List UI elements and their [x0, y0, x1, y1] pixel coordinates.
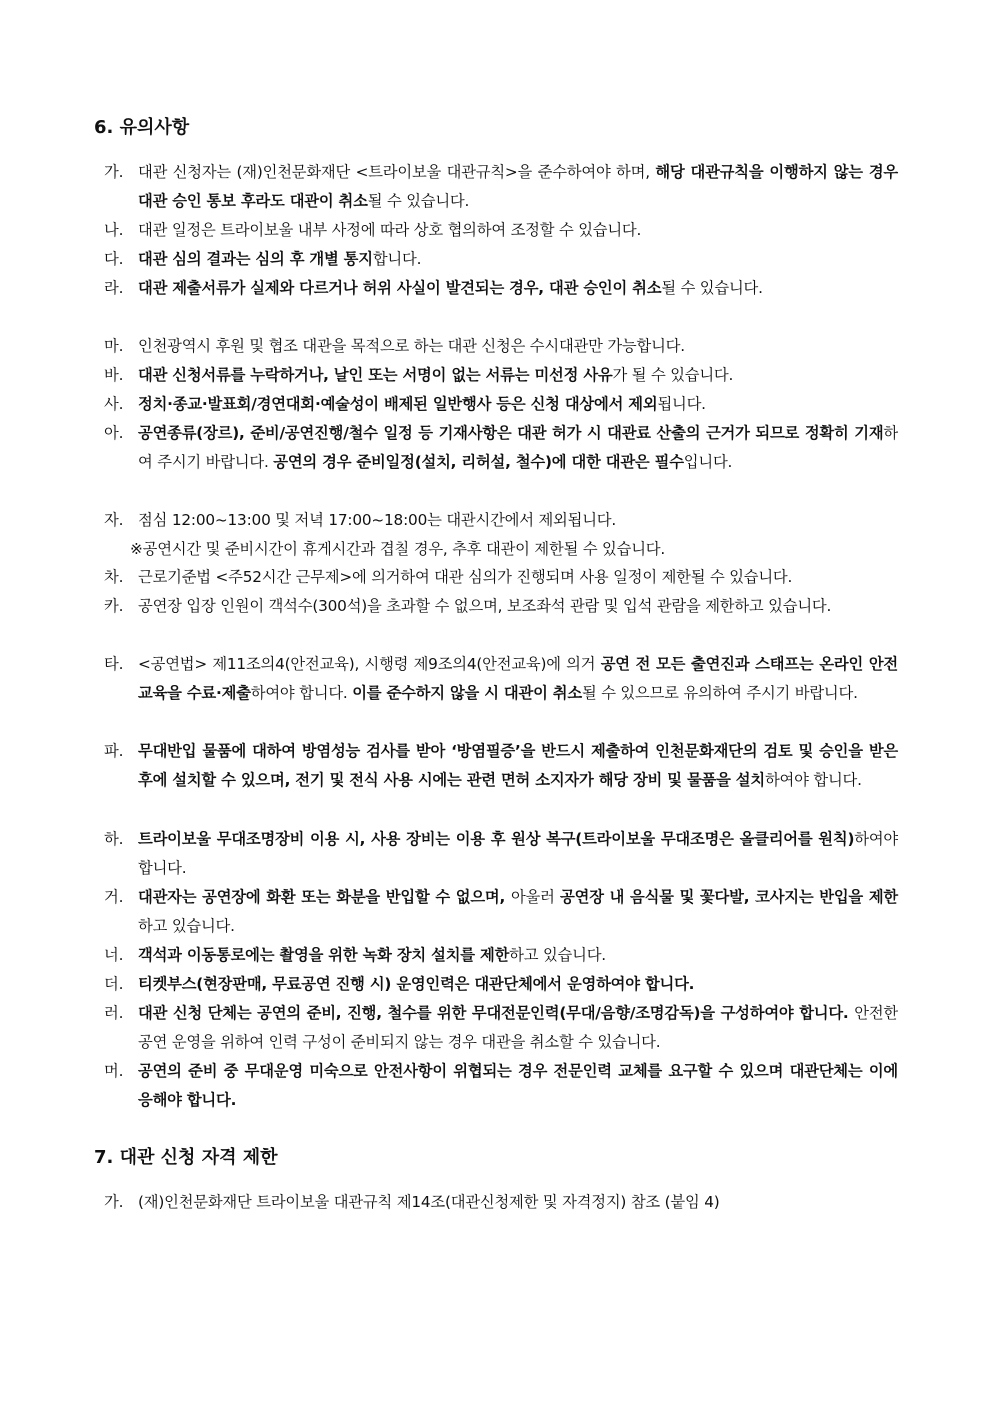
item-text: [138, 592, 898, 621]
text-segment: 아울러: [510, 888, 561, 906]
item-marker: 타.: [104, 655, 124, 673]
list-item: [104, 419, 898, 477]
item-marker: 바.: [104, 366, 124, 384]
bold-text-segment: 무대반입 물품에 대하여 방염성능 검사를 받아 ‘방염필증’을 반드시 제출하여 인천문화재단의 검토 및 승인을 받은 후에 설치할 수 있으며, 전기 및 전식 사용 시에는 관련 면허 소지자가 해당 장비 및 물품을 설치: [138, 742, 898, 790]
bold-text-segment: 객석과 이동통로에는 촬영을 위한 녹화 장치 설치를 제한: [138, 946, 510, 964]
list-item: [104, 274, 898, 303]
text-segment: 하여야 합니다.: [764, 771, 862, 790]
bold-text-segment: 티켓부스(현장판매, 무료공연 진행 시) 운영인력은 대관단체에서 운영하여야 합니다.: [138, 975, 695, 993]
bold-text-segment: 정치·종교·발표회/경연대회·예술성이 배제된 일반행사 등은 신청 대상에서 제외: [138, 395, 658, 413]
list-item: [104, 592, 898, 621]
text-segment: 입니다.: [683, 453, 733, 472]
item-text: [138, 999, 898, 1057]
list-item: [104, 825, 898, 883]
item-marker: 거.: [104, 888, 124, 906]
item-text: [138, 245, 898, 274]
item-marker: 카.: [104, 597, 124, 615]
list-item: [104, 737, 898, 795]
text-segment: 인천광역시 후원 및 협조 대관을 목적으로 하는 대관 신청은 수시대관만 가능합니다.: [138, 337, 685, 355]
bold-text-segment: 공연의 준비 중 무대운영 미숙으로 안전사항이 위협되는 경우 전문인력 교체를 요구할 수 있으며 대관단체는 이에 응해야 합니다.: [138, 1062, 898, 1110]
item-marker: 너.: [104, 946, 124, 964]
item-note: ※공연시간 및 준비시간이 휴게시간과 겹칠 경우, 추후 대관이 제한될 수 있습니다.: [130, 540, 666, 558]
item-marker: 러.: [104, 1004, 124, 1022]
item-text: [138, 332, 898, 361]
item-marker: 아.: [104, 424, 124, 442]
item-marker: 가.: [104, 1193, 124, 1211]
bold-text-segment: 공연종류(장르), 준비/공연진행/철수 일정 등 기재사항은 대관 허가 시 대관료 산출의 근거가 되므로 정확히 기재: [138, 424, 884, 442]
list-item: [104, 650, 898, 708]
list-item: [104, 216, 898, 245]
text-segment: 근로기준법 <주52시간 근무제>에 의거하여 대관 심의가 진행되며 사용 일정이 제한될 수 있습니다.: [138, 568, 793, 586]
item-marker: 머.: [104, 1062, 124, 1080]
text-segment: 하여야 합니다.: [250, 684, 353, 703]
item-marker: 더.: [104, 975, 124, 993]
item-marker: 하.: [104, 830, 124, 848]
bold-text-segment: 공연장 내 음식물 및 꽃다발, 코사지는 반입을 제한: [560, 888, 898, 906]
text-segment: 안전한 공연 운영을 위하여 인력 구성이 준비되지 않는 경우 대관을 취소할 수 있습니다.: [138, 1004, 898, 1052]
text-segment: 대관 일정은 트라이보울 내부 사정에 따라 상호 협의하여 조정할 수 있습니다.: [138, 221, 642, 239]
item-text: [138, 1188, 898, 1217]
bold-text-segment: 대관 제출서류가 실제와 다르거나 허위 사실이 발견되는 경우, 대관 승인이 취소: [138, 279, 662, 297]
item-marker: 마.: [104, 337, 124, 355]
text-segment: 될 수 있으므로 유의하여 주시기 바랍니다.: [581, 684, 858, 703]
item-text: [138, 883, 898, 941]
text-segment: <공연법> 제11조의4(안전교육), 시행령 제9조의4(안전교육)에 의거: [138, 655, 601, 673]
text-segment: 하여야 합니다.: [138, 830, 898, 878]
list-item: [104, 245, 898, 274]
text-segment: 하고 있습니다.: [138, 917, 235, 936]
item-marker: 파.: [104, 742, 124, 760]
item-text: [138, 941, 898, 970]
bold-text-segment: 트라이보울 무대조명장비 이용 시, 사용 장비는 이용 후 원상 복구(트라이보울 무대조명은 올클리어를 원칙): [138, 830, 855, 848]
text-segment: 될 수 있습니다.: [661, 279, 763, 297]
item-text: [138, 390, 898, 419]
item-marker: 라.: [104, 279, 124, 297]
bold-text-segment: 공연의 경우 준비일정(설치, 리허설, 철수)에 대한 대관은 필수: [273, 453, 684, 472]
list-item: [104, 999, 898, 1057]
text-segment: 하여 주시기 바랍니다.: [138, 424, 898, 472]
item-text: [138, 1057, 898, 1115]
item-text: [138, 506, 898, 535]
text-segment: 하고 있습니다.: [509, 946, 606, 964]
item-marker: 나.: [104, 221, 124, 239]
text-segment: 합니다.: [372, 250, 422, 268]
text-segment: 점심 12:00~13:00 및 저녁 17:00~18:00는 대관시간에서 제외됩니다.: [138, 511, 617, 529]
item-text: [138, 419, 898, 477]
text-segment: 대관 신청자는 (재)인천문화재단 <트라이보울 대관규칙>을 준수하여야 하며,: [138, 163, 656, 181]
item-text: [138, 825, 898, 883]
bold-text-segment: 대관 심의 결과는 심의 후 개별 통지: [138, 250, 373, 268]
item-marker: 자.: [104, 511, 124, 529]
list-item: [104, 361, 898, 390]
item-marker: 사.: [104, 395, 124, 413]
bold-text-segment: 대관 신청 단체는 공연의 준비, 진행, 철수를 위한 무대전문인력(무대/음향/조명감독)을 구성하여야 합니다.: [138, 1004, 855, 1022]
item-text: [138, 737, 898, 795]
item-text: [138, 563, 898, 592]
list-item: [104, 970, 898, 999]
section-title: 6. 유의사항: [94, 117, 190, 138]
bold-text-segment: 공연 전 모든 출연진과 스태프는 온라인 안전교육을 수료·제출: [138, 655, 898, 703]
list-item: [104, 390, 898, 419]
list-item: [104, 563, 898, 592]
list-item: [104, 158, 898, 216]
text-segment: 가 될 수 있습니다.: [612, 366, 734, 384]
bold-text-segment: 대관자는 공연장에 화환 또는 화분을 반입할 수 없으며,: [138, 888, 511, 906]
item-text: [138, 650, 898, 708]
text-segment: 될 수 있습니다.: [367, 192, 470, 211]
bold-text-segment: 해당 대관규칙을 이행하지 않는 경우 대관 승인 통보 후라도 대관이 취소: [138, 163, 899, 211]
list-item: [104, 1057, 898, 1115]
item-marker: 다.: [104, 250, 124, 268]
item-text: [138, 216, 898, 245]
text-segment: 공연장 입장 인원이 객석수(300석)을 초과할 수 없으며, 보조좌석 관람 및 입석 관람을 제한하고 있습니다.: [138, 597, 832, 615]
item-text: [138, 970, 898, 999]
bold-text-segment: 대관 신청서류를 누락하거나, 날인 또는 서명이 없는 서류는 미선정 사유: [138, 366, 613, 384]
item-text: [138, 158, 898, 216]
item-marker: 차.: [104, 568, 124, 586]
bold-text-segment: 이를 준수하지 않을 시 대관이 취소: [352, 684, 582, 703]
item-text: [138, 361, 898, 390]
item-text: [138, 274, 898, 303]
list-item: [104, 941, 898, 970]
list-item: [104, 883, 898, 941]
text-segment: (재)인천문화재단 트라이보울 대관규칙 제14조(대관신청제한 및 자격정지) 참조 (붙임 4): [138, 1193, 720, 1211]
section-title: 7. 대관 신청 자격 제한: [94, 1147, 278, 1168]
list-item: [104, 332, 898, 361]
text-segment: 됩니다.: [657, 395, 706, 413]
list-item: [104, 1188, 898, 1217]
list-item: [104, 506, 898, 535]
item-marker: 가.: [104, 163, 124, 181]
